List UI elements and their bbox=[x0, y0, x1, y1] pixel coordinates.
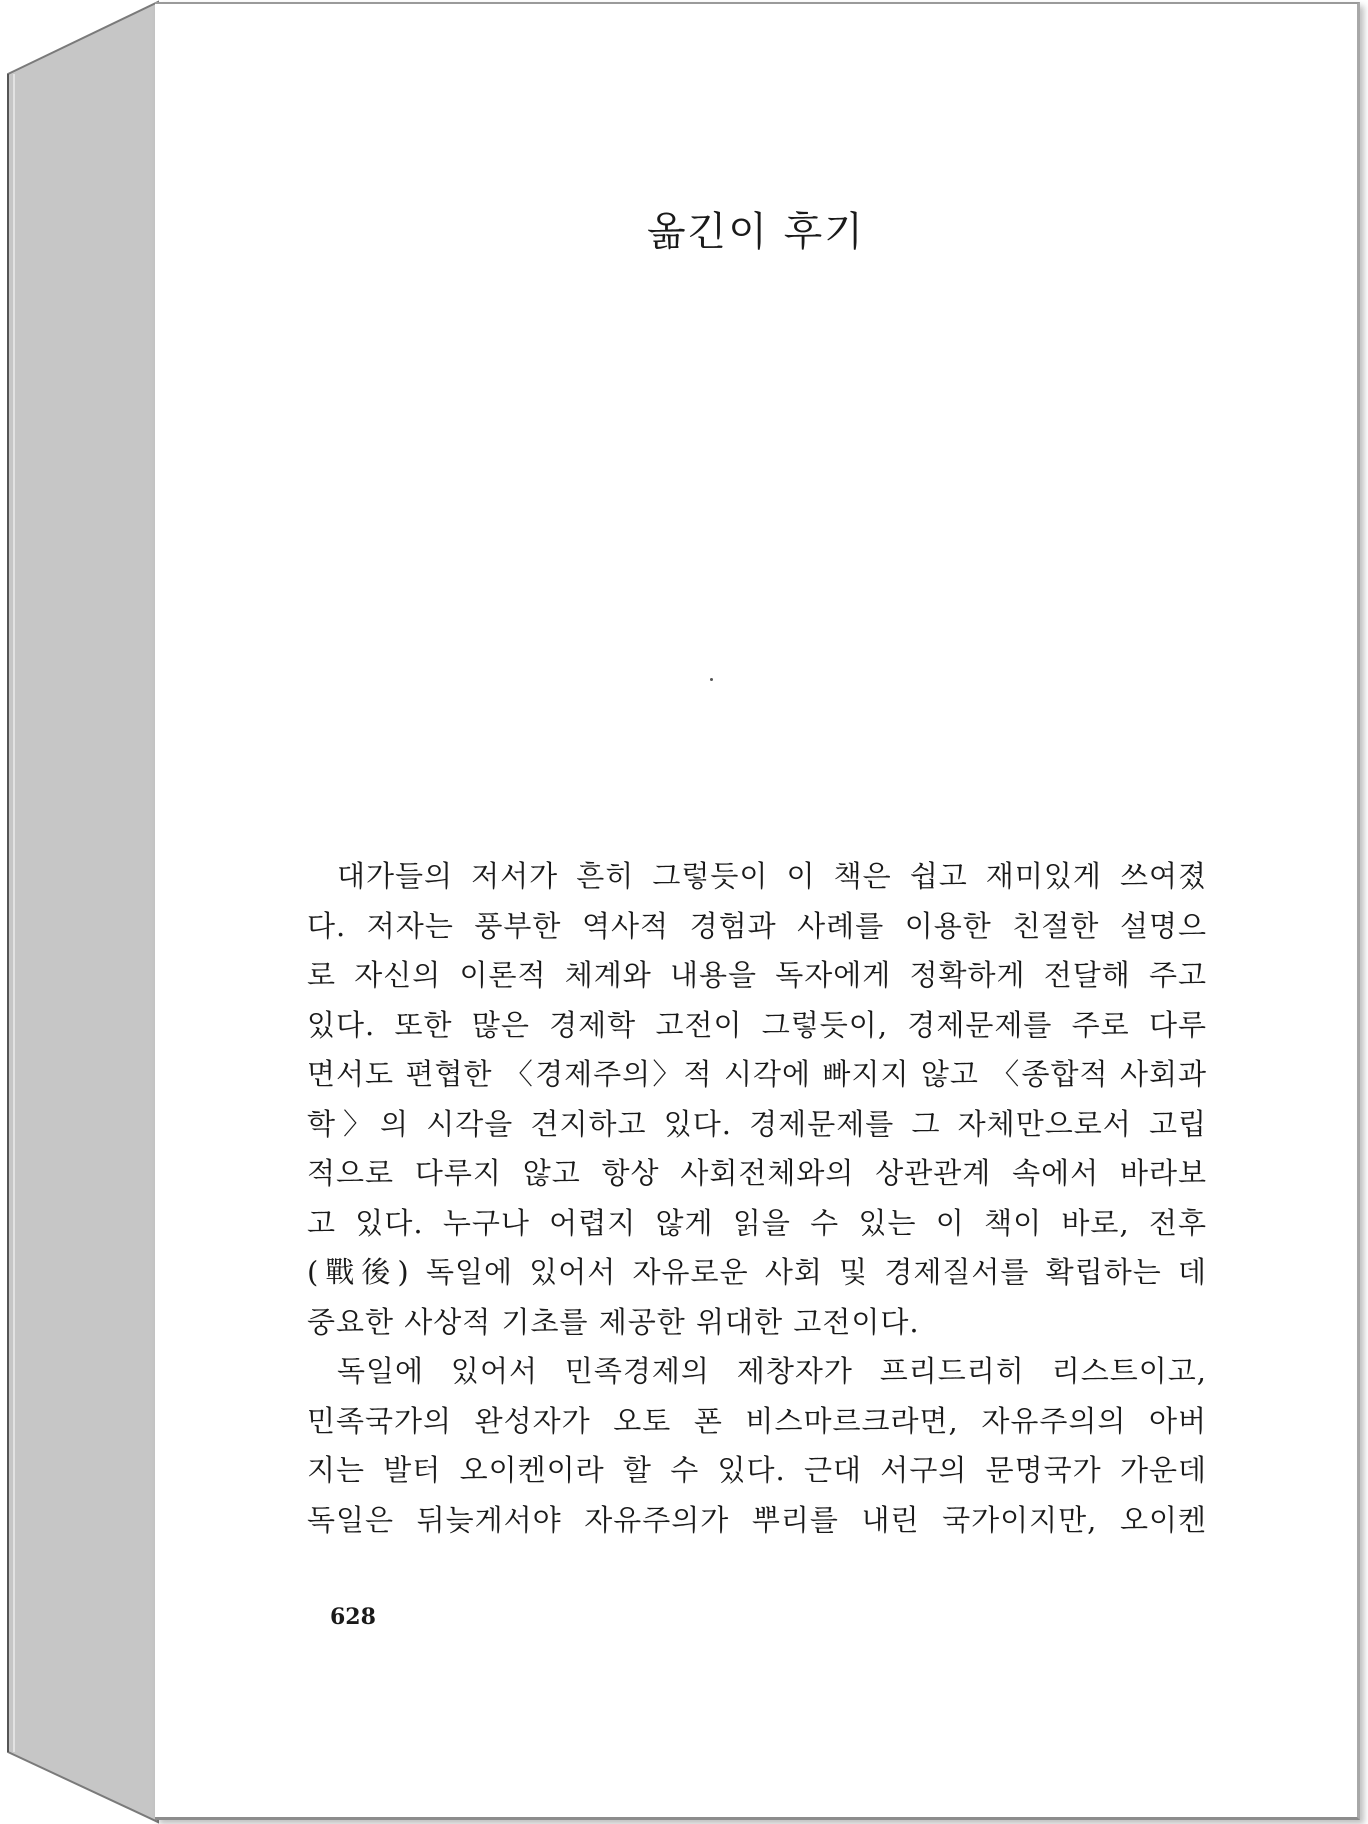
text-line: 독일은 뒤늦게서야 자유주의가 뿌리를 내린 국가이지만, 오이켄 bbox=[307, 1502, 1207, 1537]
text-line: 다. 저자는 풍부한 역사적 경험과 사례를 이용한 친절한 설명으 bbox=[307, 908, 1207, 943]
text-line: 대가들의 저서가 흔히 그렇듯이 이 책은 쉽고 재미있게 쓰여졌 bbox=[337, 859, 1207, 893]
text-line: 고 있다. 누구나 어렵지 않게 읽을 수 있는 이 책이 바로, 전후 bbox=[307, 1205, 1207, 1240]
text-line: 로 자신의 이론적 체계와 내용을 독자에게 정확하게 전달해 주고 bbox=[307, 958, 1207, 992]
text-line: 면서도 편협한 〈경제주의〉적 시각에 빠지지 않고 〈종합적 사회과 bbox=[307, 1057, 1207, 1091]
book-spine-edge bbox=[0, 0, 160, 1824]
page-number: 628 bbox=[330, 1604, 376, 1630]
text-line: 독일에 있어서 민족경제의 제창자가 프리드리히 리스트이고, bbox=[337, 1354, 1207, 1388]
text-line: 적으로 다루지 않고 항상 사회전체와의 상관관계 속에서 바라보 bbox=[307, 1156, 1207, 1190]
text-line: 학〉의 시각을 견지하고 있다. 경제문제를 그 자체만으로서 고립 bbox=[307, 1106, 1207, 1141]
text-line: 민족국가의 완성자가 오토 폰 비스마르크라면, 자유주의의 아버 bbox=[307, 1403, 1207, 1438]
text-line: (戰後) 독일에 있어서 자유로운 사회 및 경제질서를 확립하는 데 bbox=[307, 1255, 1207, 1289]
ink-speck bbox=[710, 678, 713, 681]
text-line: 지는 발터 오이켄이라 할 수 있다. 근대 서구의 문명국가 가운데 bbox=[307, 1453, 1207, 1487]
text-line: 중요한 사상적 기초를 제공한 위대한 고전이다. bbox=[307, 1304, 920, 1339]
book-page bbox=[155, 2, 1360, 1820]
body-text bbox=[307, 852, 1207, 1545]
page-title: 옮긴이 후기 bbox=[647, 209, 865, 255]
text-line: 있다. 또한 많은 경제학 고전이 그렇듯이, 경제문제를 주로 다루 bbox=[307, 1007, 1207, 1042]
